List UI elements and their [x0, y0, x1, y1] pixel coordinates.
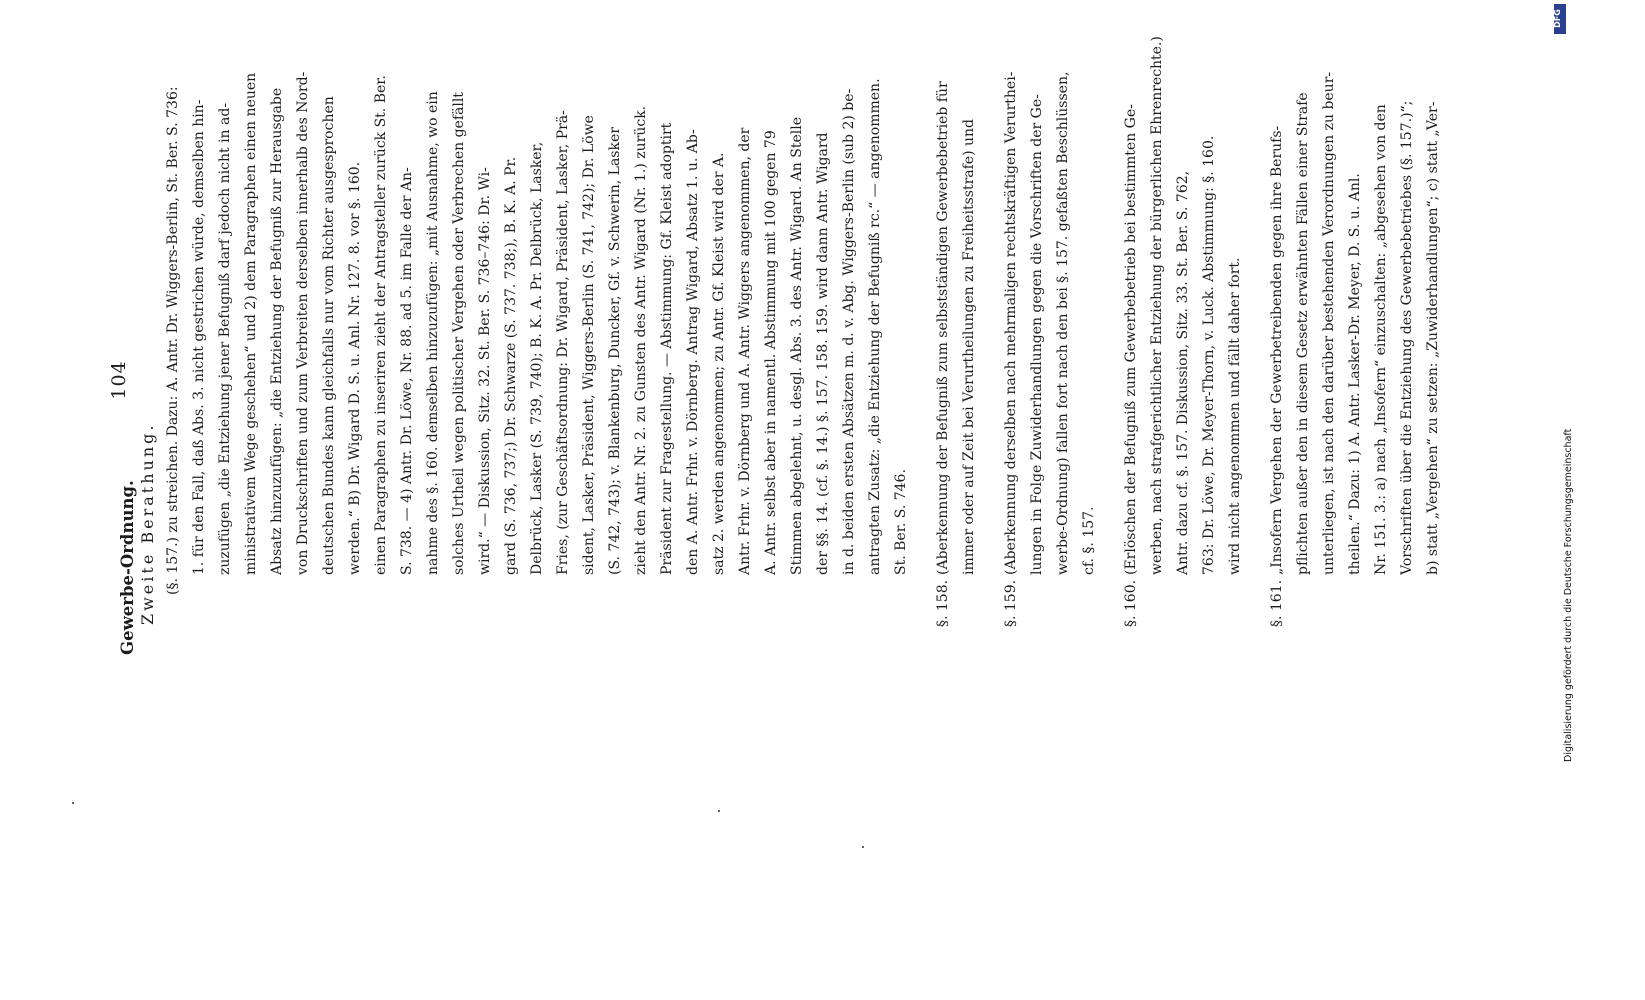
text-block — [118, 0, 1462, 655]
paragraph-label: §. 159. — [1003, 579, 1019, 627]
scan-speck — [72, 802, 74, 804]
paragraph-entry — [1118, 0, 1248, 655]
text-line: „Insofern Vergehen der Gewerbetreibenden gegen ihre Berufs- — [1269, 125, 1285, 575]
entries-list — [160, 0, 1446, 655]
text-line: deutschen Bundes kann gleichfalls nur vom Richter ausgesprochen — [321, 96, 337, 575]
text-line: werden.“ B) Dr. Wigard D. S. u. Anl. Nr. 127. 8. vor §. 160. — [347, 161, 363, 575]
text-line: (§. 157.) zu streichen. Dazu: A. Antr. Dr. Wiggers-Berlin, St. Ber. S. 736: — [165, 86, 181, 595]
text-line: A. Antr. selbst aber in namentl. Abstimmung mit 100 gegen 79 — [763, 130, 779, 575]
text-line: zuzufügen „die Entziehung jener Befugniß darf jedoch nicht in ad- — [217, 102, 233, 575]
text-line: den A. Antr. Frhr. v. Dörnberg. Antrag Wigard, Absatz 1. u. Ab- — [685, 129, 701, 575]
text-line: Fries, (zur Geschäftsordnung: Dr. Wigard, Präsident, Lasker, Prä- — [555, 110, 571, 575]
text-line: von Druckschriften und zum Verbreiten derselben innerhalb des Nord- — [295, 71, 311, 575]
text-line: zieht den Antr. Nr. 2. zu Gunsten des Antr. Wigard (Nr. 1.) zurück. — [633, 105, 649, 575]
text-line: Nr. 151. 3.: a) nach „Insofern“ einzuschalten: „abgesehen von den — [1373, 104, 1389, 575]
text-line: Antr. dazu cf. §. 157. Diskussion, Sitz. 33. St. Ber. S. 762, — [1175, 170, 1191, 575]
text-line: werbe-Ordnung) fallen fort nach den bei §. 157. gefaßten Beschlüssen, — [1055, 71, 1071, 575]
paragraph-label: §. 161. — [1269, 579, 1285, 627]
text-line: unterliegen, ist nach den darüber bestehenden Verordnungen zu beur- — [1321, 71, 1337, 575]
text-line: (Aberkennung der Befugniß zum selbstständigen Gewerbebetrieb für — [935, 81, 951, 575]
text-line: Antr. Frhr. v. Dörnberg und A. Antr. Wiggers angenommen, der — [737, 127, 753, 575]
text-line: solches Urtheil wegen politischer Vergehen oder Verbrechen gefällt — [451, 92, 467, 575]
text-line: 1. für den Fall, daß Abs. 3. nicht gestrichen würde, demselben hin- — [191, 99, 207, 575]
text-line: Delbrück, Lasker (S. 739, 740); B. K. A. Pr. Delbrück, Lasker, — [529, 141, 545, 575]
text-line: S. 738. — 4) Antr. Dr. Löwe, Nr. 88. ad 5. im Falle der An- — [399, 167, 415, 575]
text-line: theilen.“ Dazu: 1) A. Antr. Lasker-Dr. Meyer, D. S. u. Anl. — [1347, 173, 1363, 575]
watermark-text: Digitalisierung gefördert durch die Deutsche Forschungsgemeinschaft — [1563, 428, 1574, 762]
text-line: St. Ber. S. 746. — [893, 469, 909, 575]
section-title: Gewerbe-Ordnung. — [118, 480, 137, 655]
text-line: (S. 742, 743); v. Blankenburg, Duncker, Gf. v. Schwerin, Lasker — [607, 127, 623, 575]
text-line: cf. §. 157. — [1081, 506, 1097, 575]
paragraph-entry — [930, 0, 982, 655]
text-line: gard (S. 736, 737;) Dr. Schwarze (S. 737. 738;), B. K. A. Pr. — [503, 156, 519, 575]
section-subtitle: Zweite Berathung. — [138, 422, 157, 625]
rotated-page — [100, 0, 1441, 775]
paragraph-label: §. 158. — [935, 579, 951, 627]
paragraph-label: §. 160. — [1123, 579, 1139, 627]
text-line: (Aberkennung derselben nach mehrmaligen rechtskräftigen Verurthei- — [1003, 71, 1019, 575]
paragraph-entry — [998, 0, 1102, 655]
scan-speck — [862, 846, 864, 848]
text-line: pflichten außer den in diesem Gesetz erwähnten Fällen einer Strafe — [1295, 92, 1311, 575]
text-line: Präsident zur Fragestellung. — Abstimmung: Gf. Kleist adoptirt — [659, 122, 675, 575]
text-line: (Erlöschen der Befugniß zum Gewerbebetrieb bei bestimmten Ge- — [1123, 104, 1139, 575]
text-line: der §§. 14. (cf. §. 14.) §. 157. 158. 159. wird dann Antr. Wigard — [815, 132, 831, 575]
dfg-logo: DFG — [1554, 4, 1566, 34]
text-line: Stimmen abgelehnt, u. desgl. Abs. 3. des Antr. Wigard. An Stelle — [789, 116, 805, 575]
text-line: immer oder auf Zeit bei Verurtheilungen zu Freiheitsstrafe) und — [961, 119, 977, 575]
text-line: lungen in Folge Zuwiderhandlungen gegen die Vorschriften der Ge- — [1029, 94, 1045, 575]
text-line: Vorschriften über die Entziehung des Gewerbebetriebes (§. 157.)“; — [1399, 100, 1415, 575]
text-line: wird nicht angenommen und fällt daher fort. — [1227, 257, 1243, 575]
text-line: werben, nach strafgerichtlicher Entziehung der bürgerlichen Ehrenrechte.) — [1149, 36, 1165, 575]
text-line: sident, Lasker, Präsident, Wiggers-Berlin (S. 741, 742); Dr. Löwe — [581, 115, 597, 575]
text-line: b) statt „Vergehen“ zu setzen: „Zuwiderhandlungen“; c) statt „Ver- — [1425, 101, 1441, 575]
text-line: 763: Dr. Löwe, Dr. Meyer-Thorn, v. Luck. Abstimmung: §. 160. — [1201, 135, 1217, 575]
text-line: wird.“ — Diskussion, Sitz. 32. St. Ber. S. 736–746: Dr. Wi- — [477, 167, 493, 575]
paragraph-entry — [160, 0, 914, 655]
text-line: nahme des §. 160. demselben hinzuzufügen: „mit Ausnahme, wo ein — [425, 91, 441, 575]
page-number: 104 — [108, 360, 130, 400]
text-line: satz 2. werden angenommen; zu Antr. Gf. Kleist wird der A. — [711, 152, 727, 575]
text-line: ministrativem Wege geschehen“ und 2) dem Paragraphen einen neuen — [243, 72, 259, 575]
digitization-watermark — [1562, 0, 1576, 1000]
scan-speck — [718, 810, 720, 812]
text-line: in d. beiden ersten Absätzen m. d. v. Abg. Wiggers-Berlin (sub 2) be- — [841, 88, 857, 575]
text-line: einen Paragraphen zu inseriren zieht der Antragsteller zurück St. Ber. — [373, 75, 389, 575]
text-line: antragten Zusatz: „die Entziehung der Befugniß rc.“ — angenommen. — [867, 78, 883, 575]
text-line: Absatz hinzuzufügen: „die Entziehung der Befugniß zur Herausgabe — [269, 87, 285, 575]
paragraph-entry — [1264, 0, 1446, 655]
